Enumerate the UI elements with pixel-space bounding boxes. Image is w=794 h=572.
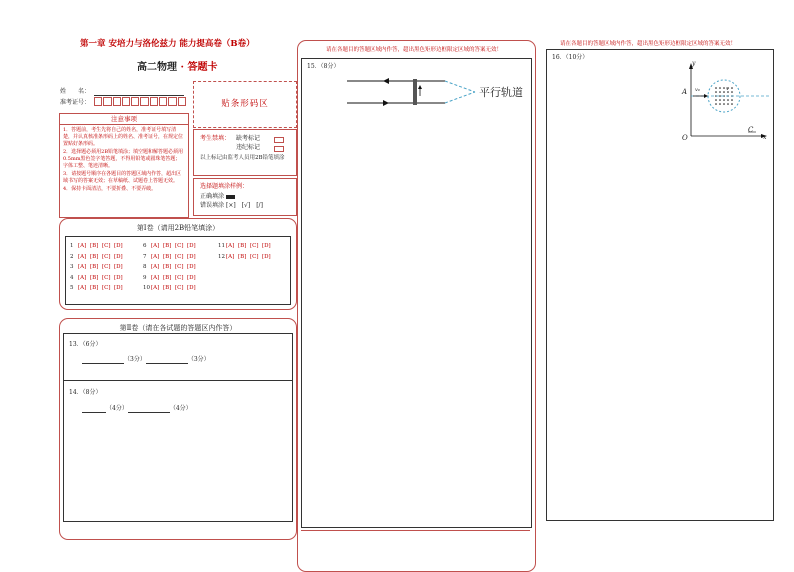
q13-label: 13．（6分）	[69, 341, 102, 348]
option-bubble[interactable]: [C]	[102, 243, 111, 249]
question-number: 1	[70, 243, 74, 249]
option-bubble[interactable]: [D]	[114, 243, 123, 249]
question-number: 9	[143, 274, 147, 281]
absent-mark-label: 缺考标记	[236, 135, 261, 142]
warning-right: 请在各题目的答题区域内作答，超出黑色矩形边框限定区域的答案无效！	[560, 41, 737, 47]
option-bubble[interactable]: [D]	[114, 285, 123, 291]
part1-title: 第Ⅰ卷（请用2B铅笔填涂）	[136, 224, 220, 232]
exam-marks-note: 以上标记由监考人员用2B铅笔填涂	[200, 155, 285, 161]
notice-item: 2．选择题必须用2B铅笔填涂；填空题和解答题必须用0.5mm黑色签字笔答题，不得用铅笔或圆珠笔答题；字体工整、笔迹清晰。	[63, 149, 184, 169]
question-row-10	[143, 285, 199, 292]
answer-card-label: 答题卡	[187, 62, 218, 73]
question-row-11	[218, 243, 274, 250]
conductor-rod	[413, 79, 417, 105]
exam-marks-label: 考生禁填：	[200, 135, 231, 142]
option-bubble[interactable]: [D]	[262, 253, 271, 260]
q16-y-label: y	[692, 60, 696, 67]
question-number: 6	[143, 243, 147, 249]
field-dot	[715, 91, 717, 93]
warning-middle: 请在各题目的答题区域内作答，超出黑色矩形边框限定区域的答案无效！	[326, 47, 503, 53]
wrong-fill-label: 错误填涂	[200, 202, 225, 209]
option-bubble[interactable]: [B]	[163, 264, 172, 270]
cheat-mark-label: 违纪标记	[236, 144, 261, 151]
arrow-left-icon	[383, 78, 389, 84]
option-bubble[interactable]: [A]	[78, 253, 87, 260]
question-number: 7	[143, 253, 147, 260]
field-dot	[731, 99, 733, 101]
q14-label: 14．（8分）	[69, 389, 102, 396]
q16-origin-label: O	[682, 134, 688, 142]
option-bubble[interactable]: [C]	[102, 264, 111, 270]
exam-id-label: 准考证号：	[60, 99, 91, 106]
option-bubble[interactable]: [C]	[250, 253, 259, 260]
field-dot	[723, 99, 725, 101]
field-dot	[731, 91, 733, 93]
notice-list	[60, 125, 188, 195]
middle-bottom-rule	[301, 530, 530, 531]
option-bubble[interactable]: [C]	[175, 285, 184, 291]
v0-arrow-icon	[704, 94, 708, 98]
option-bubble[interactable]: [B]	[90, 264, 99, 270]
option-bubble[interactable]: [C]	[102, 285, 111, 291]
notice-title: 注意事项	[60, 114, 188, 125]
option-bubble[interactable]: [D]	[187, 253, 196, 260]
option-bubble[interactable]: [C]	[250, 243, 259, 249]
option-bubble[interactable]: [B]	[90, 274, 99, 281]
q15-figure-label: 平行轨道	[479, 86, 523, 99]
option-bubble[interactable]: [B]	[163, 285, 172, 291]
q13-blank-2[interactable]	[146, 363, 188, 364]
q16-v-label: v	[726, 86, 729, 92]
option-bubble[interactable]: [A]	[151, 264, 160, 270]
field-dot	[731, 103, 733, 105]
q16-figure	[676, 60, 776, 150]
notice-item: 1．答题前，考生先将自己的姓名，准考证号填写清楚，并认真核准条形码上的姓名、准考证号，在规定位置贴好条形码。	[63, 127, 184, 147]
option-bubble[interactable]: [D]	[187, 243, 196, 249]
option-bubble[interactable]: [A]	[78, 264, 87, 270]
q14-pts-1: （4分）	[106, 405, 128, 412]
field-dot	[723, 91, 725, 93]
option-bubble[interactable]: [A]	[226, 253, 235, 260]
fill-example-title: 选择题填涂样例：	[200, 183, 249, 190]
question-number: 10	[143, 285, 150, 291]
question-row-12	[218, 254, 274, 261]
correct-fill-sample	[226, 195, 235, 199]
question-number: 5	[70, 285, 74, 291]
q13-area	[63, 333, 293, 381]
question-row-9	[143, 275, 199, 282]
q16-point-c-label: C	[748, 126, 754, 134]
q14-blank-1[interactable]	[82, 412, 106, 413]
option-bubble[interactable]: [A]	[151, 285, 160, 291]
option-bubble[interactable]: [A]	[78, 243, 87, 249]
exam-marks-box	[193, 129, 297, 176]
q13-blank-1[interactable]	[82, 363, 124, 364]
option-bubble[interactable]: [A]	[151, 274, 160, 281]
option-bubble[interactable]: [D]	[114, 274, 123, 281]
arrow-up-icon	[418, 85, 422, 89]
q14-area	[63, 380, 293, 522]
question-number: 2	[70, 253, 74, 260]
option-bubble[interactable]: [A]	[78, 285, 87, 291]
fill-example-box	[193, 178, 297, 216]
option-bubble[interactable]: [B]	[90, 285, 99, 291]
option-bubble[interactable]: [D]	[114, 264, 123, 270]
q15-area	[301, 58, 532, 528]
arrow-right-icon	[383, 100, 389, 106]
option-bubble[interactable]: [C]	[102, 274, 111, 281]
question-row-6	[143, 243, 199, 250]
cheat-mark-box[interactable]	[274, 146, 284, 152]
option-bubble[interactable]: [C]	[175, 274, 184, 281]
question-number: 12	[218, 253, 225, 260]
option-bubble[interactable]: [C]	[175, 253, 184, 260]
barcode-label: 贴条形码区	[221, 99, 269, 109]
option-bubble[interactable]: [B]	[90, 243, 99, 249]
q14-answers	[82, 405, 192, 413]
option-bubble[interactable]: [A]	[78, 274, 87, 281]
q16-x-label: x	[763, 134, 767, 141]
question-row-3	[70, 264, 126, 271]
field-dot	[719, 103, 721, 105]
q16-point-a-label: A	[682, 88, 688, 96]
option-bubble[interactable]: [C]	[175, 243, 184, 249]
field-dot	[719, 95, 721, 97]
option-bubble[interactable]: [D]	[262, 243, 271, 249]
subject-label: 高二物理	[137, 62, 177, 73]
option-bubble[interactable]: [B]	[163, 253, 172, 260]
question-number: 3	[70, 264, 74, 270]
q15-label: 15．（8分）	[307, 63, 340, 70]
q14-pts-2: （4分）	[169, 405, 192, 412]
option-bubble[interactable]: [D]	[114, 253, 123, 260]
option-bubble[interactable]: [B]	[238, 243, 247, 249]
option-bubble[interactable]: [B]	[163, 274, 172, 281]
notice-box	[59, 113, 189, 218]
option-bubble[interactable]: [B]	[163, 243, 172, 249]
option-bubble[interactable]: [C]	[175, 264, 184, 270]
callout-line-bottom	[445, 92, 475, 103]
question-row-7	[143, 254, 199, 261]
absent-mark-box[interactable]	[274, 137, 284, 143]
correct-fill-label: 正确填涂	[200, 193, 225, 200]
exam-id-boxes[interactable]	[94, 97, 186, 106]
option-bubble[interactable]: [C]	[102, 253, 111, 260]
q14-blank-2[interactable]	[128, 412, 170, 413]
question-row-4	[70, 275, 126, 282]
question-number: 4	[70, 274, 74, 281]
option-bubble[interactable]: [A]	[226, 243, 235, 249]
field-dot	[731, 87, 733, 89]
field-dot	[723, 103, 725, 105]
option-bubble[interactable]: [D]	[187, 274, 196, 281]
question-row-5	[70, 285, 126, 292]
field-dot	[719, 99, 721, 101]
option-bubble[interactable]: [D]	[187, 264, 196, 270]
callout-line-top	[445, 81, 475, 92]
field-dot	[715, 87, 717, 89]
option-bubble[interactable]: [A]	[151, 243, 160, 249]
card-title	[137, 58, 217, 73]
field-dot	[719, 91, 721, 93]
field-dot	[727, 99, 729, 101]
field-dot	[719, 87, 721, 89]
exam-title: 第一章 安培力与洛伦兹力 能力提高卷（B卷）	[80, 39, 255, 49]
q16-v0-label: v₀	[695, 87, 700, 93]
question-row-1	[70, 243, 126, 250]
question-row-2	[70, 254, 126, 261]
option-bubble[interactable]: [D]	[187, 285, 196, 291]
q13-answers	[82, 356, 210, 364]
field-dot	[715, 99, 717, 101]
field-dot	[727, 103, 729, 105]
q13-pts-1: （3分）	[124, 356, 146, 363]
name-field[interactable]	[94, 95, 184, 96]
title-dot: ·	[180, 62, 184, 73]
name-label: 姓 名：	[60, 88, 91, 95]
question-number: 11	[218, 243, 225, 249]
field-dot	[723, 87, 725, 89]
question-row-8	[143, 264, 199, 271]
q13-pts-2: （3分）	[187, 356, 210, 363]
wrong-fill-samples: [×] [√] [/]	[226, 202, 263, 209]
q16-label: 16．（10分）	[552, 54, 589, 61]
notice-item: 3．请按题号顺序在各题目的答题区域内作答，超出区域书写的答案无效；在草稿纸、试题卷上答题无效。	[63, 171, 182, 184]
notice-item: 4．保持卡面清洁，不要折叠、不要弄破。	[63, 186, 157, 192]
part2-title: 第Ⅱ卷（请在各试题的答题区内作答）	[119, 324, 237, 332]
field-dot	[715, 103, 717, 105]
option-bubble[interactable]: [B]	[238, 253, 247, 260]
option-bubble[interactable]: [B]	[90, 253, 99, 260]
question-number: 8	[143, 264, 147, 270]
barcode-area	[193, 81, 297, 128]
option-bubble[interactable]: [A]	[151, 253, 160, 260]
